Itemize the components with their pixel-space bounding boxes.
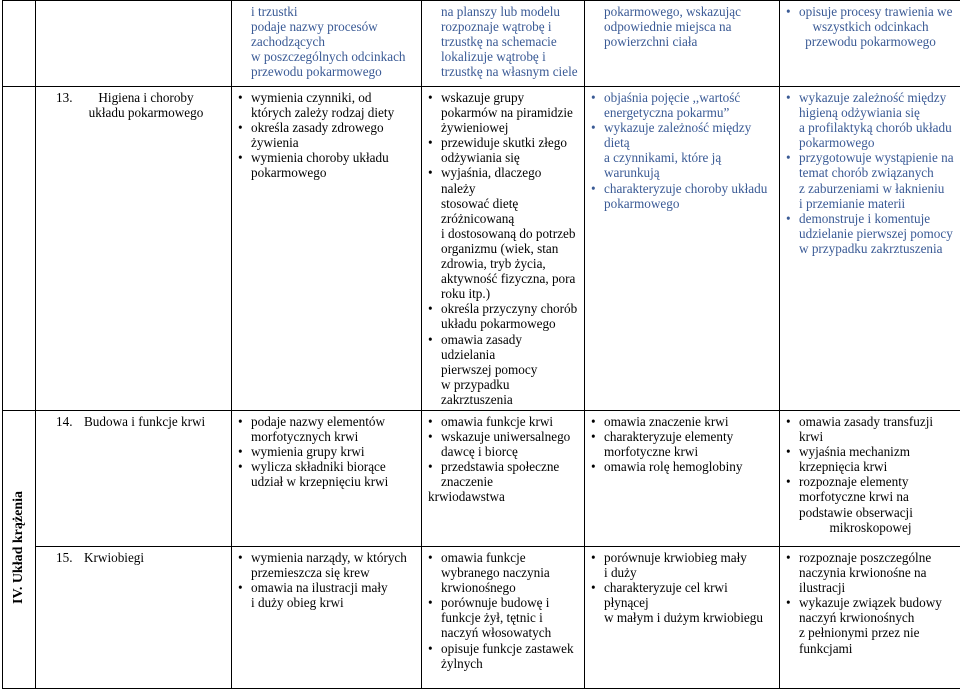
list-item: udzielanie pierwszej pomocy: [786, 226, 955, 241]
section-label: IV. Układ krążenia: [11, 491, 26, 604]
list-item: naczynia krwionośne na: [786, 565, 955, 580]
list-item: w poszczególnych odcinkach: [238, 49, 416, 64]
list-item: • omawia zasady udzielania: [428, 332, 579, 362]
list-item: żywienia: [238, 135, 416, 150]
table-cell: [780, 1, 960, 87]
topic-cell: [36, 87, 232, 411]
list-item: • wykazuje zależność między dietą: [591, 120, 774, 150]
table-cell: [3, 1, 36, 87]
list-item: temat chorób związanych: [786, 165, 955, 180]
list-item: a profilaktyką chorób układu: [786, 120, 955, 135]
list-item: z pełnionymi przez nie: [786, 625, 955, 640]
list-item: pokarmowego: [591, 196, 774, 211]
list-item: • porównuje budowę i: [428, 595, 579, 610]
list-item: • wymienia grupy krwi: [238, 444, 416, 459]
list-item: zdrowia, tryb życia,: [428, 256, 579, 271]
table-cell: [585, 87, 780, 411]
list-item: rozpoznaje wątrobę i: [428, 19, 579, 34]
list-item: • wykazuje związek budowy: [786, 595, 955, 610]
list-item: • rozpoznaje elementy: [786, 474, 955, 489]
list-item: • wyjaśnia mechanizm: [786, 444, 955, 459]
list-item: odpowiednie miejsca na: [591, 19, 774, 34]
list-item: odżywiania się: [428, 150, 579, 165]
list-item: krwiodawstwa: [428, 489, 579, 504]
list-item: • omawia funkcje: [428, 550, 579, 565]
list-item: żywieniowej: [428, 120, 579, 135]
table-row: [3, 87, 960, 411]
list-item: przemieszcza się krew: [238, 565, 416, 580]
curriculum-table: [2, 0, 960, 689]
list-item: podaje nazwy procesów: [238, 19, 416, 34]
table-cell: [232, 410, 422, 546]
list-item: • wymienia narządy, w których: [238, 550, 416, 565]
table-cell: [422, 410, 585, 546]
list-item: • określa przyczyny chorób: [428, 301, 579, 316]
list-item: udział w krzepnięciu krwi: [238, 474, 416, 489]
list-item: higieną odżywiania się: [786, 105, 955, 120]
list-item: i trzustki: [238, 4, 416, 19]
table-cell: [585, 410, 780, 546]
list-item: krwionośnego: [428, 580, 579, 595]
list-item: przewodu pokarmowego: [238, 64, 416, 79]
list-item: • podaje nazwy elementów: [238, 414, 416, 429]
list-item: organizmu (wiek, stan: [428, 241, 579, 256]
list-item: wszystkich odcinkach: [786, 19, 955, 34]
list-item: przewodu pokarmowego: [786, 34, 955, 49]
topic-title: Krwiobiegi: [84, 550, 144, 565]
list-item: • omawia zasady transfuzji: [786, 414, 955, 429]
table-cell: [422, 87, 585, 411]
row-number: 13.: [56, 90, 84, 120]
list-item: • wyjaśnia, dlaczego należy: [428, 165, 579, 195]
list-item: • demonstruje i komentuje: [786, 211, 955, 226]
list-item: krwi: [786, 429, 955, 444]
row-number: 14.: [56, 414, 84, 429]
list-item: energetyczna pokarmu”: [591, 105, 774, 120]
list-item: • charakteryzuje choroby układu: [591, 181, 774, 196]
table-cell: [780, 87, 960, 411]
list-item: których zależy rodzaj diety: [238, 105, 416, 120]
list-item: lokalizuje wątrobę i: [428, 49, 579, 64]
table-cell: [232, 1, 422, 87]
list-item: aktywność fizyczna, pora: [428, 271, 579, 286]
table-cell: [422, 1, 585, 87]
list-item: i przemianie materii: [786, 196, 955, 211]
list-item: zróżnicowaną: [428, 211, 579, 226]
list-item: krzepnięcia krwi: [786, 459, 955, 474]
list-item: funkcje żył, tętnic i: [428, 610, 579, 625]
table-cell: [36, 1, 232, 87]
list-item: • wskazuje uniwersalnego: [428, 429, 579, 444]
list-item: a czynnikami, które ją warunkują: [591, 150, 774, 180]
list-item: • wykazuje zależność między: [786, 90, 955, 105]
list-item: • określa zasady zdrowego: [238, 120, 416, 135]
list-item: • porównuje krwiobieg mały: [591, 550, 774, 565]
list-item: • omawia rolę hemoglobiny: [591, 459, 774, 474]
list-item: roku itp.): [428, 286, 579, 301]
list-item: • opisuje funkcje zastawek: [428, 641, 579, 656]
list-item: i duży obieg krwi: [238, 595, 416, 610]
topic-cell: [36, 410, 232, 546]
list-item: pokarmowego: [786, 135, 955, 150]
list-item: • wskazuje grupy: [428, 90, 579, 105]
list-item: • wylicza składniki biorące: [238, 459, 416, 474]
list-item: na planszy lub modelu: [428, 4, 579, 19]
list-item: powierzchni ciała: [591, 34, 774, 49]
list-item: zachodzących: [238, 34, 416, 49]
list-item: pierwszej pomocy: [428, 362, 579, 377]
topic-title: Budowa i funkcje krwi: [84, 414, 205, 429]
table-cell: [232, 87, 422, 411]
table-cell: [422, 546, 585, 688]
list-item: naczyń włosowatych: [428, 625, 579, 640]
list-item: morfotyczne krwi na: [786, 489, 955, 504]
list-item: stosować dietę: [428, 196, 579, 211]
list-item: • omawia znaczenie krwi: [591, 414, 774, 429]
topic-title: Higiena i choroby układu pokarmowego: [84, 90, 226, 120]
table-cell: [780, 546, 960, 688]
table-cell: [3, 87, 36, 411]
list-item: • charakteryzuje cel krwi płynącej: [591, 580, 774, 610]
list-item: wybranego naczynia: [428, 565, 579, 580]
list-item: i duży: [591, 565, 774, 580]
list-item: w małym i dużym krwiobiegu: [591, 610, 774, 625]
list-item: morfotyczne krwi: [591, 444, 774, 459]
list-item: funkcjami: [786, 641, 955, 656]
list-item: • wymienia choroby układu: [238, 150, 416, 165]
table-row: [3, 1, 960, 87]
list-item: • rozpoznaje poszczególne: [786, 550, 955, 565]
list-item: w przypadku zakrztuszenia: [786, 241, 955, 256]
list-item: • wymienia czynniki, od: [238, 90, 416, 105]
list-item: z zaburzeniami w łaknieniu: [786, 181, 955, 196]
list-item: • omawia na ilustracji mały: [238, 580, 416, 595]
list-item: pokarmowego: [238, 165, 416, 180]
list-item: • omawia funkcje krwi: [428, 414, 579, 429]
table-cell: [585, 546, 780, 688]
table-cell: [585, 1, 780, 87]
list-item: trzustkę na własnym ciele: [428, 64, 579, 79]
section-label-cell: [3, 410, 36, 688]
list-item: morfotycznych krwi: [238, 429, 416, 444]
list-item: • przewiduje skutki złego: [428, 135, 579, 150]
topic-cell: [36, 546, 232, 688]
list-item: żylnych: [428, 656, 579, 671]
list-item: zakrztuszenia: [428, 392, 579, 407]
list-item: • objaśnia pojęcie ,,wartość: [591, 90, 774, 105]
table-row: [3, 546, 960, 688]
list-item: trzustkę na schemacie: [428, 34, 579, 49]
list-item: naczyń krwionośnych: [786, 610, 955, 625]
list-item: pokarmów na piramidzie: [428, 105, 579, 120]
list-item: ilustracji: [786, 580, 955, 595]
list-item: w przypadku: [428, 377, 579, 392]
table-cell: [232, 546, 422, 688]
list-item: • charakteryzuje elementy: [591, 429, 774, 444]
list-item: układu pokarmowego: [428, 316, 579, 331]
list-item: • opisuje procesy trawienia we: [786, 4, 955, 19]
list-item: • przedstawia społeczne: [428, 459, 579, 474]
table-row: [3, 410, 960, 546]
table-cell: [780, 410, 960, 546]
row-number: 15.: [56, 550, 84, 565]
list-item: podstawie obserwacji: [786, 505, 955, 520]
list-item: dawcę i biorcę: [428, 444, 579, 459]
list-item: mikroskopowej: [786, 520, 955, 535]
list-item: • przygotowuje wystąpienie na: [786, 150, 955, 165]
list-item: i dostosowaną do potrzeb: [428, 226, 579, 241]
list-item: pokarmowego, wskazując: [591, 4, 774, 19]
list-item: znaczenie: [428, 474, 579, 489]
